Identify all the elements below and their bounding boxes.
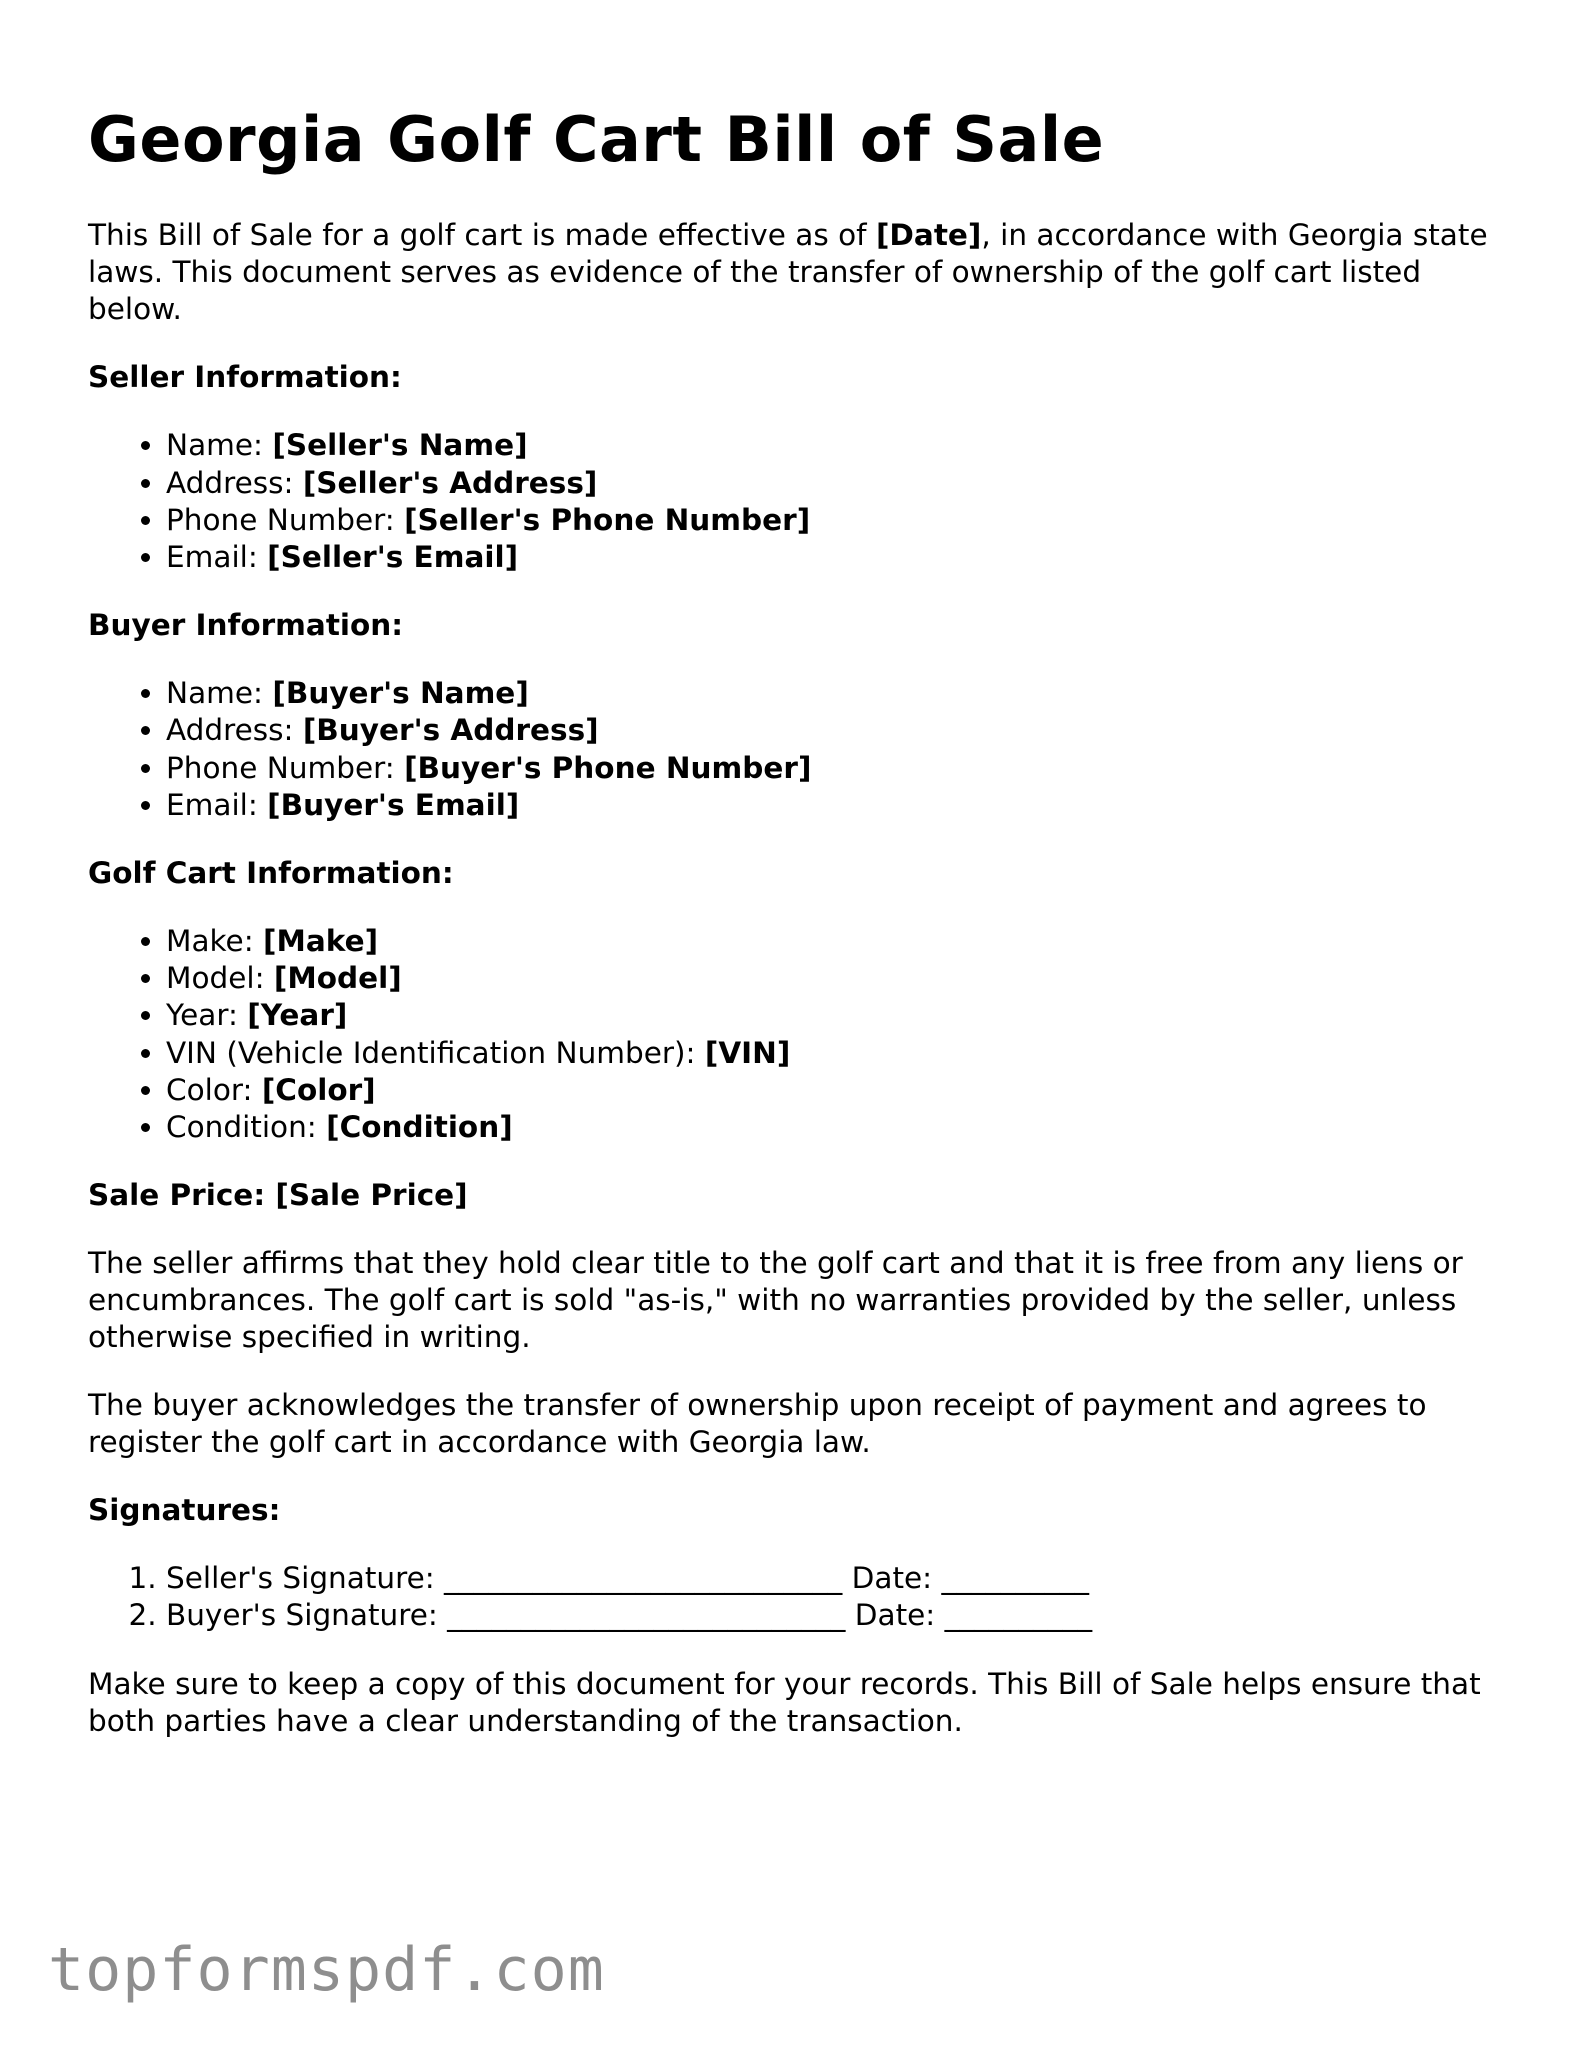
signatures-heading: Signatures: bbox=[88, 1493, 281, 1528]
list-item: • Email: [Buyer's Email] bbox=[166, 787, 1508, 824]
buyer-list bbox=[88, 675, 1508, 824]
buyer-heading: Buyer Information: bbox=[88, 608, 404, 643]
closing-paragraph: Make sure to keep a copy of this document for your records. This Bill of Sale helps ensure that both parties have a clear understanding of the transaction. bbox=[88, 1666, 1481, 1738]
list-item: • Address: [Buyer's Address] bbox=[166, 712, 1508, 749]
seller-list bbox=[88, 427, 1508, 576]
list-item: • Name: [Buyer's Name] bbox=[166, 675, 1508, 712]
list-item: • Phone Number: [Seller's Phone Number] bbox=[166, 502, 1508, 539]
list-item: • Email: [Seller's Email] bbox=[166, 539, 1508, 576]
intro-paragraph: This Bill of Sale for a golf cart is made effective as of [Date], in accordance with Georgia state laws. This document serves as evidence of the transfer of ownership of the golf cart listed below. bbox=[88, 218, 1488, 327]
cart-list bbox=[88, 923, 1508, 1146]
list-item: • Color: [Color] bbox=[166, 1072, 1508, 1109]
buyer-clause: The buyer acknowledges the transfer of ownership upon receipt of payment and agrees to register the golf cart in accordance with Georgia law. bbox=[88, 1388, 1427, 1460]
watermark: topformspdf.com bbox=[48, 1935, 605, 2005]
page-title: Georgia Golf Cart Bill of Sale bbox=[88, 103, 1105, 176]
list-item: • Make: [Make] bbox=[166, 923, 1508, 960]
title-clause: The seller affirms that they hold clear title to the golf cart and that it is free from any liens or encumbrances. The golf cart is sold "as-is," with no warranties provided by the seller, unless otherwise specified in writing. bbox=[88, 1246, 1463, 1355]
signatures-list bbox=[88, 1560, 1508, 1634]
list-item: • Phone Number: [Buyer's Phone Number] bbox=[166, 750, 1508, 787]
sale-price: Sale Price: [Sale Price] bbox=[88, 1178, 468, 1213]
list-item: • VIN (Vehicle Identification Number): [VIN] bbox=[166, 1035, 1508, 1072]
list-item: • Model: [Model] bbox=[166, 960, 1508, 997]
seller-heading: Seller Information: bbox=[88, 360, 402, 395]
list-item: • Year: [Year] bbox=[166, 997, 1508, 1034]
list-item: • Condition: [Condition] bbox=[166, 1109, 1508, 1146]
buyer-signature-line: 2. Buyer's Signature: ___________________________ Date: __________ bbox=[166, 1597, 1508, 1634]
list-item: • Address: [Seller's Address] bbox=[166, 465, 1508, 502]
seller-signature-line: 1. Seller's Signature: ___________________________ Date: __________ bbox=[166, 1560, 1508, 1597]
document bbox=[88, 96, 1508, 1771]
list-item: • Name: [Seller's Name] bbox=[166, 427, 1508, 464]
effective-date-placeholder: [Date] bbox=[875, 218, 982, 253]
cart-heading: Golf Cart Information: bbox=[88, 855, 454, 890]
